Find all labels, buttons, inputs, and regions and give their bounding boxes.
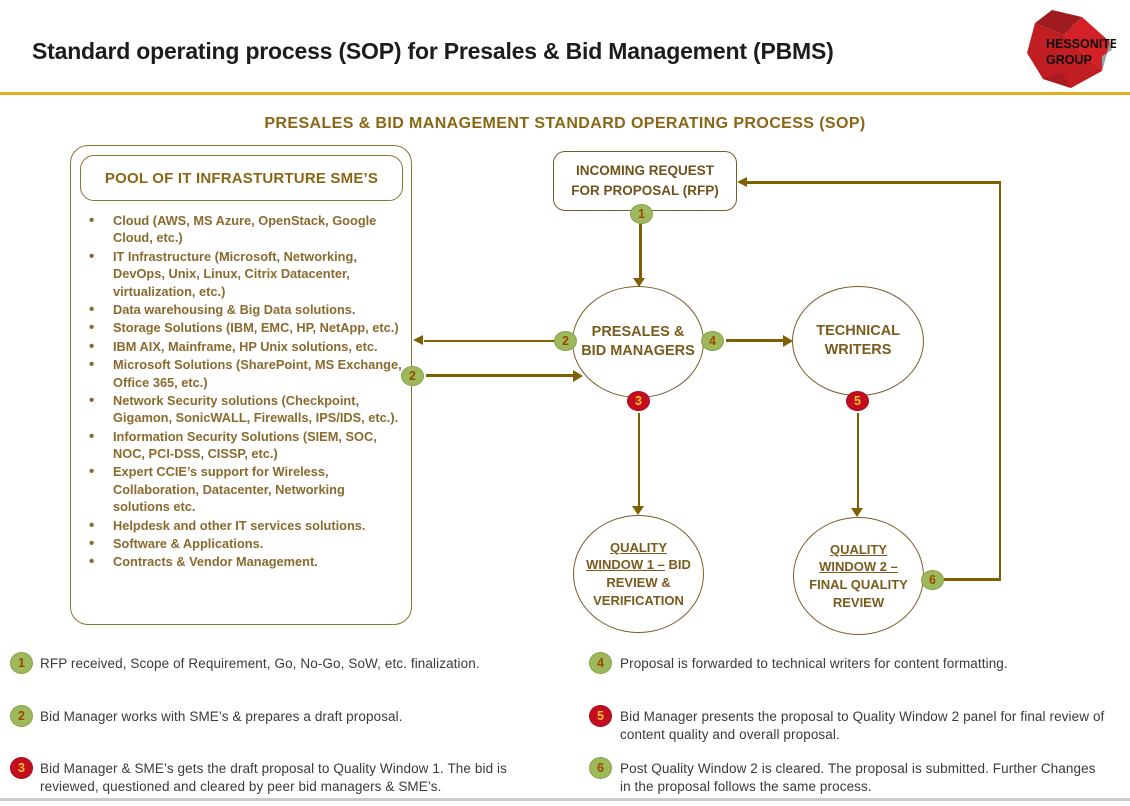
bottom-divider xyxy=(0,798,1130,801)
sme-item-text: Cloud (AWS, MS Azure, OpenStack, Google Cloud, etc.) xyxy=(113,213,377,246)
legend-text-6: Post Quality Window 2 is cleared. The proposal is submitted. Further Changes in the proposal follows the same process. xyxy=(620,761,1096,794)
arrow-presales-to-qw1-line xyxy=(638,413,640,506)
arrow-presales-to-sme-head xyxy=(413,335,423,345)
sme-item-text: Data warehousing & Big Data solutions. xyxy=(113,301,356,317)
logo-text-line2: GROUP xyxy=(1046,53,1092,67)
sme-list-item xyxy=(71,535,411,552)
sme-list-item xyxy=(71,212,411,247)
qw1-rest-text: BID REVIEW & VERIFICATION xyxy=(593,557,691,608)
sme-list-item xyxy=(71,428,411,463)
technical-writers-circle: TECHNICAL WRITERS xyxy=(792,286,924,396)
sme-list-item xyxy=(71,319,411,336)
sme-list-item xyxy=(71,338,411,355)
step-badge-6: 6 xyxy=(921,570,944,590)
sme-item-text: Contracts & Vendor Management. xyxy=(113,554,318,570)
quality-window-2-circle xyxy=(793,517,924,635)
sme-list-item xyxy=(71,248,411,300)
arrow-sme-to-presales-line xyxy=(426,374,573,377)
qw2-underlined-text: QUALITY WINDOW 2 – xyxy=(819,541,898,575)
rfp-request-box: INCOMING REQUEST FOR PROPOSAL (RFP) xyxy=(553,151,737,211)
sme-list xyxy=(71,212,411,571)
legend-badge-4: 4 xyxy=(589,652,612,674)
feedback-arrow-head xyxy=(737,177,747,187)
quality-window-2-label xyxy=(806,541,911,611)
legend-text-5: Bid Manager presents the proposal to Quality Window 2 panel for final review of content quality and overall proposal. xyxy=(620,709,1105,742)
sme-list-item xyxy=(71,301,411,318)
step-badge-4: 4 xyxy=(701,331,724,351)
sme-item-text: Microsoft Solutions (SharePoint, MS Exchange, Office 365, etc.) xyxy=(113,357,402,390)
quality-window-1-circle xyxy=(573,515,704,633)
sme-item-text: Helpdesk and other IT services solutions. xyxy=(113,517,366,533)
sme-list-item xyxy=(71,463,411,515)
sme-item-text: IT Infrastructure (Microsoft, Networking, DevOps, Unix, Linux, Citrix Datacenter, virtualization, etc.) xyxy=(113,248,357,299)
presales-bid-managers-circle: PRESALES & BID MANAGERS xyxy=(572,286,704,398)
sme-item-text: Storage Solutions (IBM, EMC, HP, NetApp, etc.) xyxy=(113,320,399,336)
sme-item-text: Software & Applications. xyxy=(113,536,264,552)
arrow-rfp-to-presales-head xyxy=(633,278,645,287)
arrow-writers-to-qw2-line xyxy=(857,413,859,508)
legend-badge-6: 6 xyxy=(589,757,612,779)
sme-item-text: Network Security solutions (Checkpoint, Gigamon, SonicWALL, Firewalls, IPS/IDS, etc.). xyxy=(113,392,399,426)
legend-badge-5: 5 xyxy=(589,705,612,727)
sme-list-item xyxy=(71,392,411,427)
sme-list-item xyxy=(71,517,411,534)
step-badge-3: 3 xyxy=(627,391,650,411)
legend-badge-3: 3 xyxy=(10,757,33,779)
arrow-writers-to-qw2-head xyxy=(851,508,863,517)
qw1-underlined-text: QUALITY WINDOW 1 – xyxy=(586,539,668,573)
company-logo xyxy=(1022,8,1116,92)
sme-pool-panel xyxy=(70,145,412,625)
arrow-rfp-to-presales-line xyxy=(639,224,642,278)
arrow-presales-to-qw1-head xyxy=(632,506,644,515)
step-badge-2-smebox: 2 xyxy=(401,366,424,386)
arrow-sme-to-presales-head xyxy=(573,370,583,382)
page-title: Standard operating process (SOP) for Presales & Bid Management (PBMS) xyxy=(32,38,834,64)
sme-item-text: IBM AIX, Mainframe, HP Unix solutions, etc. xyxy=(113,338,378,354)
quality-window-1-label xyxy=(584,539,693,609)
legend-text-1: RFP received, Scope of Requirement, Go, No-Go, SoW, etc. finalization. xyxy=(40,656,480,671)
legend-badge-1: 1 xyxy=(10,652,33,674)
arrow-presales-to-writers-head xyxy=(783,335,793,347)
logo-text-line1: HESSONITE xyxy=(1046,37,1116,51)
legend-badge-2: 2 xyxy=(10,705,33,727)
diagram-title: PRESALES & BID MANAGEMENT STANDARD OPERATING PROCESS (SOP) xyxy=(264,115,866,132)
step-badge-2-circle: 2 xyxy=(554,331,577,351)
arrow-presales-to-sme-line xyxy=(424,340,555,342)
gold-divider xyxy=(0,92,1130,95)
legend-text-4: Proposal is forwarded to technical writers for content formatting. xyxy=(620,656,1008,671)
logo-gem-icon xyxy=(1022,8,1116,92)
step-badge-1: 1 xyxy=(630,204,653,224)
feedback-line-bottom xyxy=(944,578,1001,581)
sme-list-item xyxy=(71,553,411,570)
sme-item-text: Information Security Solutions (SIEM, SOC, NOC, PCI-DSS, CISSP, etc.) xyxy=(113,428,377,462)
qw2-rest-text: FINAL QUALITY REVIEW xyxy=(809,577,908,610)
legend-text-3: Bid Manager & SME’s gets the draft proposal to Quality Window 1. The bid is reviewed, questioned and cleared by peer bid managers & SME’s. xyxy=(40,761,507,794)
legend-text-2: Bid Manager works with SME’s & prepares a draft proposal. xyxy=(40,709,403,724)
arrow-presales-to-writers-line xyxy=(726,339,783,342)
step-badge-5: 5 xyxy=(846,391,869,411)
feedback-line-vertical xyxy=(999,181,1002,581)
sme-list-item xyxy=(71,356,411,391)
feedback-line-top xyxy=(747,181,1001,184)
sme-pool-title: POOL OF IT INFRASTURTURE SME’S xyxy=(80,155,403,201)
sme-item-text: Expert CCIE’s support for Wireless, Collaboration, Datacenter, Networking solutions etc. xyxy=(113,464,345,515)
